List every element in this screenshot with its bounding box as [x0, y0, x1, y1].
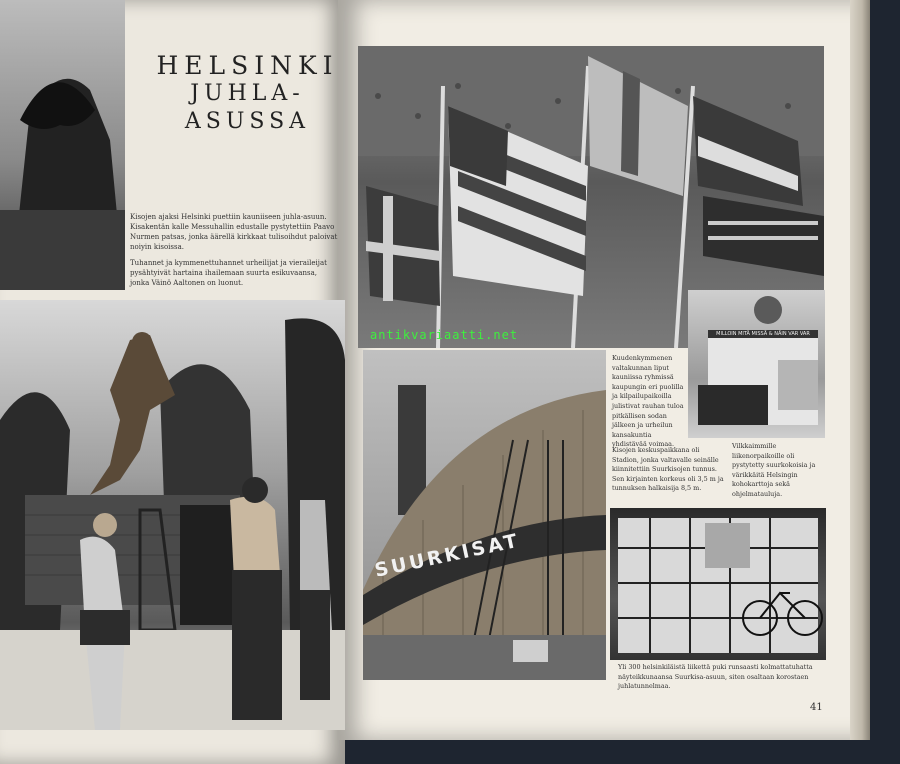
- kiosk-illustration: [688, 290, 825, 438]
- stadion-illustration: [363, 350, 606, 680]
- tree-illustration: [0, 0, 125, 290]
- caption-stadion: Kisojen keskuspaikkana oli Stadion, jonka valtavalle seinälle kiinnitettiin Suurkisojen tunnus. Sen kirjainten korkeus oli 3,5 m ja tunnuksen halkaisija 8,5 m.: [612, 446, 724, 493]
- photo-statue-tree: [0, 0, 125, 290]
- watermark: antikvariaatti.net: [370, 328, 519, 342]
- page-edge: [850, 0, 870, 740]
- title-line-1: HELSINKI: [156, 51, 339, 80]
- stadium-lettering: SUURKISAT: [372, 529, 522, 582]
- intro-paragraph: Tuhannet ja kymmenettuhannet urheilijat ja vieraileijat pysähtyivät hartaina ihailemaan suurta esikuvaansa, jonka Väinö Aaltonen on luonut.: [130, 259, 327, 287]
- photo-kiosk: [688, 290, 825, 438]
- kiosk-sign: MILLOIN MITÄ MISSÄ & NÄIN VAR VAR: [716, 331, 810, 337]
- intro-text: [130, 212, 338, 294]
- page-title: [150, 52, 345, 136]
- shop-windows-illustration: [610, 508, 826, 660]
- photo-stadion: [363, 350, 606, 680]
- page-number: 41: [810, 702, 823, 713]
- intro-paragraph: Kisojen ajaksi Helsinki puettiin kauniiseen juhla-asuun. Kisakentän kalle Messuhallin edustalle pystytettiin Paavo Nurmen patsas, jonka äärellä kirkkaat tulisoihdut paloivat noiyin kisoissa.: [130, 213, 338, 251]
- title-line-2: JUHLA-ASUSSA: [184, 81, 311, 134]
- caption-flags: Kuudenkymmenen valtakunnan liput kauniissa ryhmissä kaupungin eri puolilla ja kilpailupaikoilla julistivat rauhan tuloa pitkällisen sodan jälkeen ja urheilun kansakuntia yhdistävää voimaa.: [612, 354, 684, 449]
- photo-nurmi-statue: [0, 300, 345, 730]
- photo-shop-windows: [610, 508, 826, 660]
- caption-kiosk: Vilkkaimmille liikenorpaikoille oli pystytetty suurkokoisia ja värikkäitä Helsingin kohokarttoja sekä ohjelmatauluja.: [732, 442, 816, 498]
- statue-scene-illustration: [0, 300, 345, 730]
- caption-shop-windows: Yli 300 helsinkiläistä liikettä puki runsaasti kolmattatuhatta näyteikkunaansa Suurkisa-asuun, siten osaltaan korostaen juhlatunnelmaa.: [618, 663, 813, 691]
